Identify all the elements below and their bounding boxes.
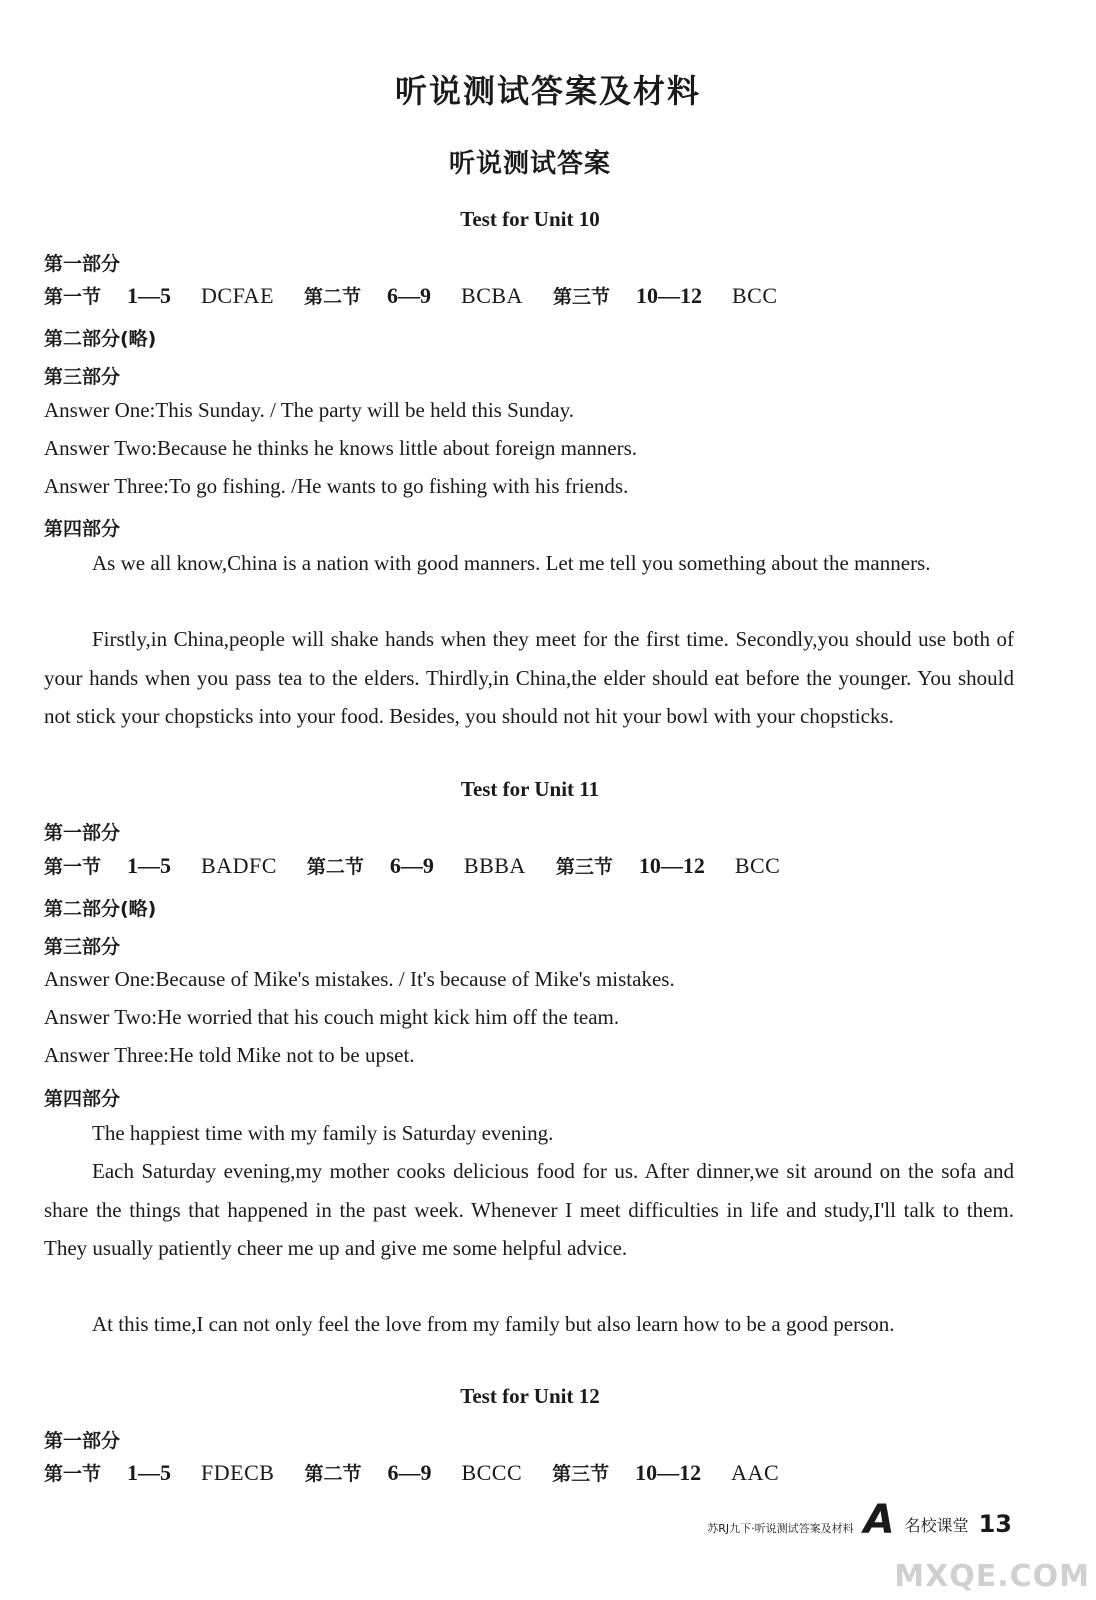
question-range: 6—9 xyxy=(389,853,434,878)
unit-12-title: Test for Unit 12 xyxy=(460,1384,600,1408)
section-label: 第一节 xyxy=(44,286,102,308)
answer-key: DCFAE xyxy=(201,283,275,308)
question-range: 10—12 xyxy=(635,1460,702,1485)
unit-10-part2-heading: 第二部分(略) xyxy=(44,328,157,350)
unit-10-answer-two: Answer Two:Because he thinks he knows little about foreign manners. xyxy=(44,436,638,460)
section-label: 第一节 xyxy=(44,856,102,878)
brand-name: 名校课堂 xyxy=(904,1516,969,1535)
unit-11-answer-two: Answer Two:He worried that his couch might kick him off the team. xyxy=(44,1005,620,1029)
unit-11-title: Test for Unit 11 xyxy=(460,777,600,801)
section-label: 第三节 xyxy=(552,286,610,308)
question-range: 10—12 xyxy=(638,853,705,878)
unit-10-part1-heading: 第一部分 xyxy=(44,253,121,275)
unit-11-paragraph-3: At this time,I can not only feel the love from my family but also learn how to be a good person. xyxy=(92,1312,895,1336)
answer-key: BCC xyxy=(731,283,778,308)
page-number: 13 xyxy=(978,1510,1012,1538)
question-range: 10—12 xyxy=(635,283,702,308)
answer-key: BADFC xyxy=(201,853,277,878)
answer-key: BCCC xyxy=(461,1460,523,1485)
section-label: 第三节 xyxy=(555,856,613,878)
unit-10-part4-heading: 第四部分 xyxy=(44,518,121,540)
answer-key: AAC xyxy=(731,1460,780,1485)
answer-key: FDECB xyxy=(201,1460,275,1485)
section-label: 第一节 xyxy=(44,1463,102,1485)
unit-10-paragraph-1: As we all know,China is a nation with good manners. Let me tell you something about the manners. xyxy=(92,551,931,575)
unit-12-answer-row xyxy=(44,1459,809,1486)
unit-12-part1-heading: 第一部分 xyxy=(44,1430,121,1452)
section-title: 听说测试答案 xyxy=(448,149,611,179)
unit-10-paragraph-2: Firstly,in China,people will shake hands when they meet for the first time. Secondly,you should use both of your hands when you pass tea to the elders. Thirdly,in China,the elder should eat before the younger. You should not stick your chopsticks into your food. Besides, you should not hit your bowl with your chopsticks. xyxy=(44,627,1014,728)
unit-10-part3-heading: 第三部分 xyxy=(44,366,121,388)
page-footer xyxy=(707,1497,1012,1543)
unit-10-answer-one: Answer One:This Sunday. / The party will be held this Sunday. xyxy=(44,398,574,422)
unit-11-part2-heading: 第二部分(略) xyxy=(44,898,157,920)
question-range: 1—5 xyxy=(127,283,172,308)
section-label: 第二节 xyxy=(306,856,364,878)
page-title: 听说测试答案及材料 xyxy=(394,72,701,110)
unit-10-answer-row xyxy=(44,282,808,309)
unit-11-part1-heading: 第一部分 xyxy=(44,822,121,844)
answer-key: BCBA xyxy=(461,283,523,308)
section-label: 第二节 xyxy=(304,1463,362,1485)
footer-text: 苏RJ九下·听说测试答案及材料 xyxy=(707,1522,854,1535)
unit-11-part3-heading: 第三部分 xyxy=(44,936,121,958)
section-label: 第二节 xyxy=(304,286,362,308)
section-label: 第三节 xyxy=(552,1463,610,1485)
answer-key: BBBA xyxy=(463,853,526,878)
unit-11-part4-heading: 第四部分 xyxy=(44,1088,121,1110)
question-range: 6—9 xyxy=(387,283,432,308)
question-range: 1—5 xyxy=(127,1460,172,1485)
question-range: 1—5 xyxy=(127,853,172,878)
watermark: MXQE.COM xyxy=(894,1559,1090,1594)
unit-11-answer-one: Answer One:Because of Mike's mistakes. / It's because of Mike's mistakes. xyxy=(44,967,675,991)
unit-10-answer-three: Answer Three:To go fishing. /He wants to go fishing with his friends. xyxy=(44,474,629,498)
unit-11-answer-row xyxy=(44,852,810,879)
unit-11-paragraph-2: Each Saturday evening,my mother cooks delicious food for us. After dinner,we sit around on the sofa and share the things that happened in the past week. Whenever I meet difficulties in life and study,I'll talk to them. They usually patiently cheer me up and give me some helpful advice. xyxy=(44,1159,1014,1260)
brand-logo-icon: A xyxy=(863,1497,895,1543)
question-range: 6—9 xyxy=(387,1460,432,1485)
unit-11-paragraph-1: The happiest time with my family is Saturday evening. xyxy=(92,1121,554,1145)
unit-11-answer-three: Answer Three:He told Mike not to be upset. xyxy=(44,1043,415,1067)
unit-10-title: Test for Unit 10 xyxy=(460,207,600,231)
answer-key: BCC xyxy=(734,853,781,878)
